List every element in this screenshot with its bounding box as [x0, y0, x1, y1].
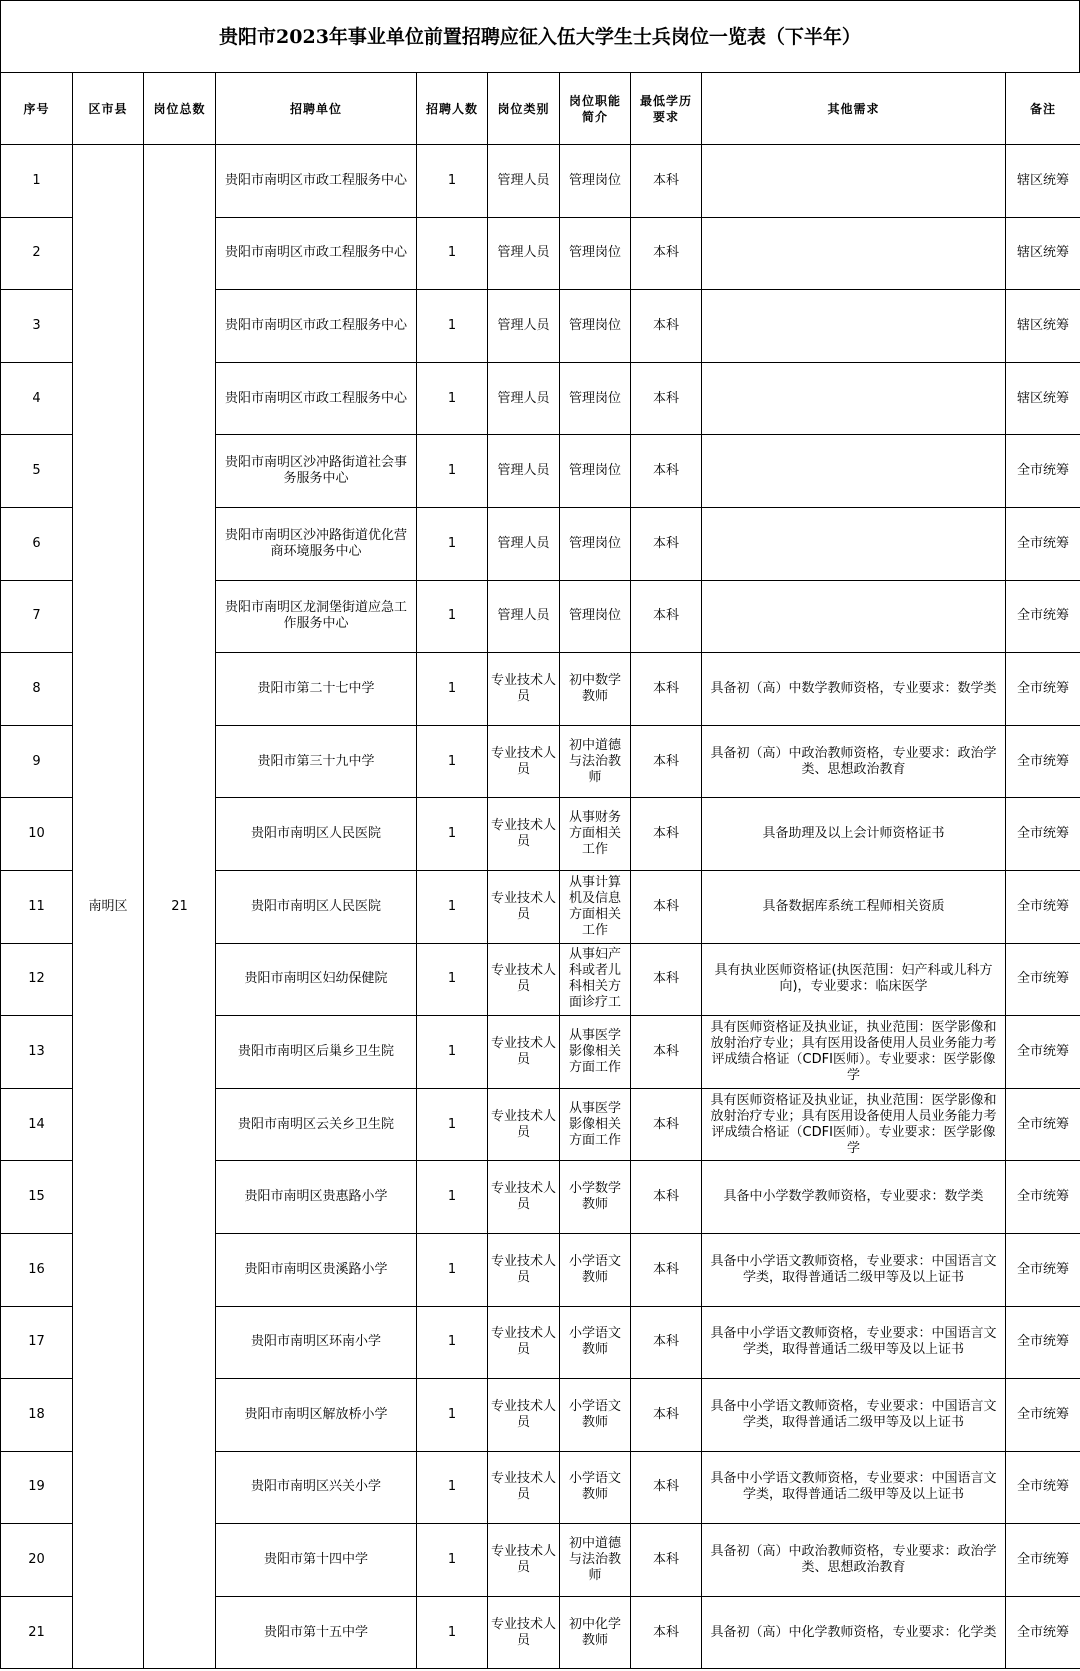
cell-category: 专业技术人员 [488, 1233, 560, 1306]
cell-count: 1 [417, 435, 488, 508]
cell-unit: 贵阳市南明区贵惠路小学 [216, 1161, 417, 1234]
cell-no: 3 [1, 290, 73, 363]
cell-unit: 贵阳市南明区市政工程服务中心 [216, 217, 417, 290]
cell-district: 南明区 [73, 145, 144, 1669]
cell-duty: 小学语文教师 [560, 1379, 631, 1452]
cell-no: 15 [1, 1161, 73, 1234]
cell-edu: 本科 [631, 1233, 702, 1306]
cell-req: 具备中小学语文教师资格，专业要求：中国语言文学类，取得普通话二级甲等及以上证书 [702, 1379, 1006, 1452]
cell-no: 12 [1, 943, 73, 1016]
cell-note: 全市统筹 [1006, 870, 1080, 943]
cell-category: 专业技术人员 [488, 1596, 560, 1669]
cell-unit: 贵阳市南明区兴关小学 [216, 1451, 417, 1524]
cell-category: 专业技术人员 [488, 1306, 560, 1379]
cell-count: 1 [417, 217, 488, 290]
cell-count: 1 [417, 1524, 488, 1597]
cell-unit: 贵阳市南明区贵溪路小学 [216, 1233, 417, 1306]
cell-no: 16 [1, 1233, 73, 1306]
cell-count: 1 [417, 580, 488, 653]
cell-unit: 贵阳市南明区市政工程服务中心 [216, 145, 417, 218]
cell-note: 全市统筹 [1006, 1016, 1080, 1089]
header-duty: 岗位职能简介 [560, 73, 631, 145]
cell-duty: 管理岗位 [560, 580, 631, 653]
cell-no: 13 [1, 1016, 73, 1089]
cell-edu: 本科 [631, 798, 702, 871]
cell-count: 1 [417, 1306, 488, 1379]
header-category: 岗位类别 [488, 73, 560, 145]
cell-no: 7 [1, 580, 73, 653]
cell-no: 8 [1, 653, 73, 726]
cell-category: 专业技术人员 [488, 653, 560, 726]
header-total: 岗位总数 [144, 73, 216, 145]
cell-req [702, 435, 1006, 508]
cell-req: 具有医师资格证及执业证，执业范围：医学影像和放射治疗专业；具有医用设备使用人员业务能力考评成绩合格证（CDFI医师）。专业要求：医学影像学 [702, 1088, 1006, 1161]
cell-duty: 管理岗位 [560, 290, 631, 363]
cell-note: 全市统筹 [1006, 507, 1080, 580]
cell-duty: 小学语文教师 [560, 1233, 631, 1306]
cell-edu: 本科 [631, 580, 702, 653]
cell-category: 管理人员 [488, 435, 560, 508]
cell-note: 辖区统筹 [1006, 145, 1080, 218]
cell-no: 21 [1, 1596, 73, 1669]
cell-unit: 贵阳市南明区环南小学 [216, 1306, 417, 1379]
cell-edu: 本科 [631, 653, 702, 726]
cell-count: 1 [417, 1379, 488, 1452]
cell-note: 全市统筹 [1006, 943, 1080, 1016]
cell-unit: 贵阳市南明区人民医院 [216, 798, 417, 871]
cell-unit: 贵阳市南明区云关乡卫生院 [216, 1088, 417, 1161]
cell-note: 全市统筹 [1006, 1088, 1080, 1161]
cell-category: 专业技术人员 [488, 1161, 560, 1234]
cell-category: 管理人员 [488, 362, 560, 435]
cell-unit: 贵阳市第三十九中学 [216, 725, 417, 798]
cell-no: 4 [1, 362, 73, 435]
cell-category: 管理人员 [488, 145, 560, 218]
cell-edu: 本科 [631, 870, 702, 943]
cell-unit: 贵阳市第十五中学 [216, 1596, 417, 1669]
header-unit: 招聘单位 [216, 73, 417, 145]
cell-req: 具有医师资格证及执业证，执业范围：医学影像和放射治疗专业；具有医用设备使用人员业务能力考评成绩合格证（CDFI医师）。专业要求：医学影像学 [702, 1016, 1006, 1089]
cell-no: 9 [1, 725, 73, 798]
header-count: 招聘人数 [417, 73, 488, 145]
cell-category: 专业技术人员 [488, 1088, 560, 1161]
cell-req: 具备中小学语文教师资格，专业要求：中国语言文学类，取得普通话二级甲等及以上证书 [702, 1306, 1006, 1379]
cell-unit: 贵阳市南明区人民医院 [216, 870, 417, 943]
cell-req [702, 580, 1006, 653]
cell-category: 管理人员 [488, 507, 560, 580]
cell-unit: 贵阳市南明区市政工程服务中心 [216, 290, 417, 363]
cell-edu: 本科 [631, 1161, 702, 1234]
cell-duty: 管理岗位 [560, 217, 631, 290]
cell-unit: 贵阳市南明区龙洞堡街道应急工作服务中心 [216, 580, 417, 653]
cell-edu: 本科 [631, 725, 702, 798]
cell-req: 具有执业医师资格证(执医范围：妇产科或儿科方向)，专业要求：临床医学 [702, 943, 1006, 1016]
cell-note: 全市统筹 [1006, 580, 1080, 653]
cell-unit: 贵阳市南明区解放桥小学 [216, 1379, 417, 1452]
cell-duty: 从事医学影像相关方面工作 [560, 1016, 631, 1089]
cell-req [702, 362, 1006, 435]
cell-edu: 本科 [631, 362, 702, 435]
cell-unit: 贵阳市南明区妇幼保健院 [216, 943, 417, 1016]
cell-count: 1 [417, 1233, 488, 1306]
positions-table [0, 72, 1080, 1669]
cell-category: 专业技术人员 [488, 798, 560, 871]
cell-note: 全市统筹 [1006, 435, 1080, 508]
cell-duty: 初中道德与法治教师 [560, 725, 631, 798]
cell-category: 专业技术人员 [488, 1016, 560, 1089]
cell-count: 1 [417, 870, 488, 943]
header-req: 其他需求 [702, 73, 1006, 145]
cell-duty: 管理岗位 [560, 362, 631, 435]
cell-req: 具备初（高）中政治教师资格，专业要求：政治学类、思想政治教育 [702, 1524, 1006, 1597]
cell-edu: 本科 [631, 1379, 702, 1452]
cell-no: 1 [1, 145, 73, 218]
cell-unit: 贵阳市南明区沙冲路街道社会事务服务中心 [216, 435, 417, 508]
cell-duty: 从事妇产科或者儿科相关方面诊疗工 [560, 943, 631, 1016]
page-title: 贵阳市2023年事业单位前置招聘应征入伍大学生士兵岗位一览表（下半年） [0, 0, 1080, 72]
cell-duty: 初中数学教师 [560, 653, 631, 726]
cell-no: 10 [1, 798, 73, 871]
header-row [1, 73, 1080, 145]
cell-duty: 从事计算机及信息方面相关工作 [560, 870, 631, 943]
cell-note: 全市统筹 [1006, 1306, 1080, 1379]
cell-req [702, 507, 1006, 580]
cell-edu: 本科 [631, 290, 702, 363]
cell-count: 1 [417, 507, 488, 580]
header-edu: 最低学历要求 [631, 73, 702, 145]
cell-edu: 本科 [631, 1596, 702, 1669]
cell-edu: 本科 [631, 1524, 702, 1597]
cell-edu: 本科 [631, 943, 702, 1016]
cell-req: 具备中小学语文教师资格，专业要求：中国语言文学类，取得普通话二级甲等及以上证书 [702, 1233, 1006, 1306]
cell-note: 辖区统筹 [1006, 217, 1080, 290]
cell-count: 1 [417, 145, 488, 218]
cell-note: 全市统筹 [1006, 1379, 1080, 1452]
cell-edu: 本科 [631, 217, 702, 290]
cell-edu: 本科 [631, 1451, 702, 1524]
cell-category: 管理人员 [488, 290, 560, 363]
cell-note: 全市统筹 [1006, 653, 1080, 726]
cell-req [702, 290, 1006, 363]
cell-req [702, 145, 1006, 218]
cell-count: 1 [417, 725, 488, 798]
cell-count: 1 [417, 1161, 488, 1234]
cell-count: 1 [417, 943, 488, 1016]
cell-no: 20 [1, 1524, 73, 1597]
header-district: 区市县 [73, 73, 144, 145]
cell-req: 具备初（高）中数学教师资格，专业要求：数学类 [702, 653, 1006, 726]
cell-no: 2 [1, 217, 73, 290]
cell-count: 1 [417, 653, 488, 726]
cell-count: 1 [417, 290, 488, 363]
cell-edu: 本科 [631, 507, 702, 580]
cell-duty: 从事财务方面相关工作 [560, 798, 631, 871]
cell-duty: 小学语文教师 [560, 1451, 631, 1524]
cell-unit: 贵阳市南明区市政工程服务中心 [216, 362, 417, 435]
cell-no: 5 [1, 435, 73, 508]
cell-unit: 贵阳市南明区后巢乡卫生院 [216, 1016, 417, 1089]
cell-no: 17 [1, 1306, 73, 1379]
cell-count: 1 [417, 362, 488, 435]
cell-edu: 本科 [631, 435, 702, 508]
cell-duty: 小学数学教师 [560, 1161, 631, 1234]
cell-unit: 贵阳市南明区沙冲路街道优化营商环境服务中心 [216, 507, 417, 580]
cell-unit: 贵阳市第二十七中学 [216, 653, 417, 726]
header-note: 备注 [1006, 73, 1080, 145]
cell-duty: 管理岗位 [560, 435, 631, 508]
cell-req: 具备助理及以上会计师资格证书 [702, 798, 1006, 871]
cell-note: 全市统筹 [1006, 1596, 1080, 1669]
cell-duty: 小学语文教师 [560, 1306, 631, 1379]
cell-edu: 本科 [631, 145, 702, 218]
cell-category: 专业技术人员 [488, 1451, 560, 1524]
cell-req: 具备初（高）中政治教师资格，专业要求：政治学类、思想政治教育 [702, 725, 1006, 798]
cell-unit: 贵阳市第十四中学 [216, 1524, 417, 1597]
cell-category: 专业技术人员 [488, 1379, 560, 1452]
cell-edu: 本科 [631, 1088, 702, 1161]
cell-edu: 本科 [631, 1016, 702, 1089]
cell-count: 1 [417, 1088, 488, 1161]
cell-duty: 管理岗位 [560, 145, 631, 218]
cell-no: 6 [1, 507, 73, 580]
cell-note: 辖区统筹 [1006, 290, 1080, 363]
cell-no: 14 [1, 1088, 73, 1161]
cell-req: 具备初（高）中化学教师资格，专业要求：化学类 [702, 1596, 1006, 1669]
cell-category: 专业技术人员 [488, 1524, 560, 1597]
cell-count: 1 [417, 1596, 488, 1669]
cell-category: 管理人员 [488, 217, 560, 290]
cell-duty: 初中道德与法治教师 [560, 1524, 631, 1597]
cell-no: 18 [1, 1379, 73, 1452]
cell-req: 具备中小学数学教师资格，专业要求：数学类 [702, 1161, 1006, 1234]
cell-note: 全市统筹 [1006, 725, 1080, 798]
cell-req: 具备中小学语文教师资格，专业要求：中国语言文学类，取得普通话二级甲等及以上证书 [702, 1451, 1006, 1524]
cell-duty: 从事医学影像相关方面工作 [560, 1088, 631, 1161]
cell-duty: 管理岗位 [560, 507, 631, 580]
cell-count: 1 [417, 798, 488, 871]
cell-note: 全市统筹 [1006, 798, 1080, 871]
cell-req [702, 217, 1006, 290]
cell-note: 辖区统筹 [1006, 362, 1080, 435]
cell-note: 全市统筹 [1006, 1451, 1080, 1524]
cell-note: 全市统筹 [1006, 1524, 1080, 1597]
cell-category: 专业技术人员 [488, 870, 560, 943]
cell-duty: 初中化学教师 [560, 1596, 631, 1669]
cell-category: 管理人员 [488, 580, 560, 653]
table-row [1, 145, 1080, 218]
cell-count: 1 [417, 1451, 488, 1524]
cell-total: 21 [144, 145, 216, 1669]
cell-edu: 本科 [631, 1306, 702, 1379]
cell-no: 19 [1, 1451, 73, 1524]
cell-count: 1 [417, 1016, 488, 1089]
cell-req: 具备数据库系统工程师相关资质 [702, 870, 1006, 943]
cell-category: 专业技术人员 [488, 725, 560, 798]
cell-note: 全市统筹 [1006, 1233, 1080, 1306]
cell-category: 专业技术人员 [488, 943, 560, 1016]
cell-no: 11 [1, 870, 73, 943]
header-no: 序号 [1, 73, 73, 145]
cell-note: 全市统筹 [1006, 1161, 1080, 1234]
